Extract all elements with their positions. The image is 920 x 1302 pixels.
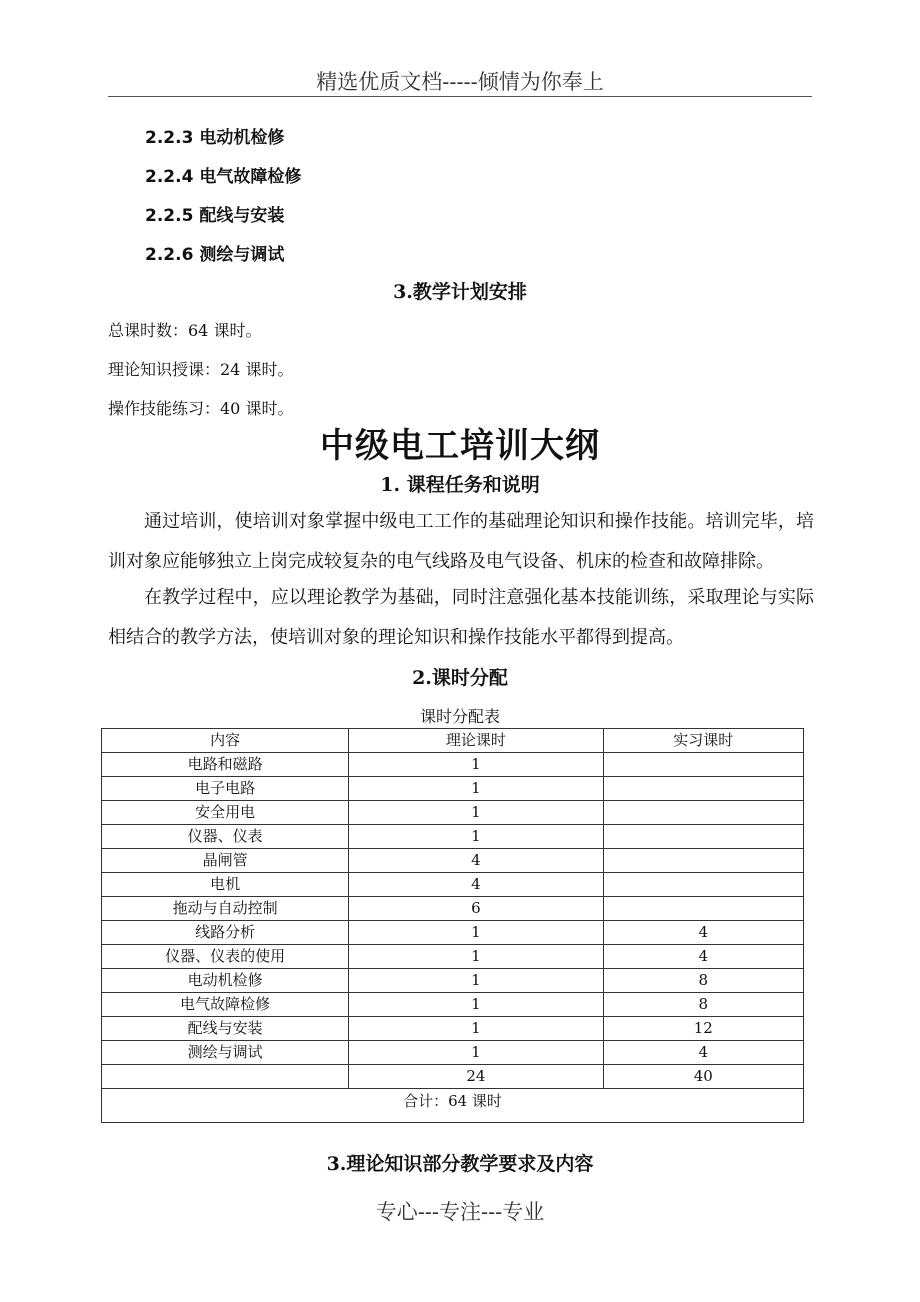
cell-theory-hours: 1 <box>349 993 603 1017</box>
header-practice-hours: 实习课时 <box>603 729 803 753</box>
cell-practice-hours <box>603 825 803 849</box>
table-row <box>102 801 804 825</box>
header-divider <box>108 96 812 97</box>
table-row <box>102 969 804 993</box>
subsection-2-2-3: 2.2.3 电动机检修 <box>145 128 285 148</box>
subsection-2-2-4: 2.2.4 电气故障检修 <box>145 167 302 187</box>
page-header: 精选优质文档-----倾情为你奉上 <box>316 70 604 94</box>
cell-theory-hours: 1 <box>349 969 603 993</box>
section2-heading: 2.课时分配 <box>412 667 508 689</box>
document-title: 中级电工培训大纲 <box>320 426 600 466</box>
cell-practice-hours <box>603 777 803 801</box>
table-row <box>102 1041 804 1065</box>
table-total-row <box>102 1089 804 1123</box>
table-row <box>102 849 804 873</box>
page-footer: 专心---专注---专业 <box>375 1200 545 1224</box>
cell-practice-hours: 8 <box>603 969 803 993</box>
cell-practice-hours: 40 <box>603 1065 803 1089</box>
section3-heading: 3.理论知识部分教学要求及内容 <box>326 1153 594 1175</box>
cell-practice-hours: 4 <box>603 945 803 969</box>
cell-theory-hours: 1 <box>349 1017 603 1041</box>
subsection-2-2-5: 2.2.5 配线与安装 <box>145 206 285 226</box>
table-caption: 课时分配表 <box>419 707 500 726</box>
header-theory-hours: 理论课时 <box>349 729 603 753</box>
cell-content: 线路分析 <box>102 921 349 945</box>
table-row <box>102 873 804 897</box>
practice-hours-line: 操作技能练习：40 课时。 <box>108 399 294 418</box>
cell-theory-hours: 4 <box>349 849 603 873</box>
subsection-2-2-6: 2.2.6 测绘与调试 <box>145 245 285 265</box>
cell-content: 电动机检修 <box>102 969 349 993</box>
cell-theory-hours: 4 <box>349 873 603 897</box>
section1-heading: 1. 课程任务和说明 <box>380 474 540 496</box>
table-row <box>102 993 804 1017</box>
cell-content: 电气故障检修 <box>102 993 349 1017</box>
header-content: 内容 <box>102 729 349 753</box>
table-header-row <box>102 729 804 753</box>
section1-paragraph-2: 在教学过程中，应以理论教学为基础，同时注意强化基本技能训练，采取理论与实际相结合的教学方法，使培训对象的理论知识和操作技能水平都得到提高。 <box>108 587 814 648</box>
table-row <box>102 1017 804 1041</box>
cell-content: 电路和磁路 <box>102 753 349 777</box>
hours-allocation-table <box>101 728 804 1123</box>
cell-content: 晶闸管 <box>102 849 349 873</box>
cell-theory-hours: 1 <box>349 921 603 945</box>
table-row <box>102 1065 804 1089</box>
cell-content: 仪器、仪表 <box>102 825 349 849</box>
cell-practice-hours <box>603 849 803 873</box>
total-hours-line: 总课时数：64 课时。 <box>108 321 262 340</box>
table-row <box>102 777 804 801</box>
cell-practice-hours: 4 <box>603 921 803 945</box>
cell-practice-hours: 4 <box>603 1041 803 1065</box>
cell-theory-hours: 1 <box>349 777 603 801</box>
cell-theory-hours: 1 <box>349 1041 603 1065</box>
cell-content: 电机 <box>102 873 349 897</box>
table-row <box>102 945 804 969</box>
teaching-plan-heading: 3.教学计划安排 <box>393 281 527 303</box>
cell-theory-hours: 1 <box>349 825 603 849</box>
cell-theory-hours: 24 <box>349 1065 603 1089</box>
cell-practice-hours <box>603 897 803 921</box>
table-row <box>102 825 804 849</box>
cell-content: 仪器、仪表的使用 <box>102 945 349 969</box>
cell-practice-hours <box>603 873 803 897</box>
cell-content: 配线与安装 <box>102 1017 349 1041</box>
table-row <box>102 753 804 777</box>
cell-practice-hours: 8 <box>603 993 803 1017</box>
table-row <box>102 897 804 921</box>
theory-hours-line: 理论知识授课：24 课时。 <box>108 360 294 379</box>
cell-theory-hours: 1 <box>349 753 603 777</box>
cell-content <box>102 1065 349 1089</box>
cell-practice-hours <box>603 753 803 777</box>
section1-paragraph-1: 通过培训，使培训对象掌握中级电工工作的基础理论知识和操作技能。培训完毕，培训对象应能够独立上岗完成较复杂的电气线路及电气设备、机床的检查和故障排除。 <box>108 511 814 572</box>
total-hours-cell: 合计：64 课时 <box>102 1089 804 1123</box>
cell-content: 电子电路 <box>102 777 349 801</box>
cell-practice-hours <box>603 801 803 825</box>
cell-content: 拖动与自动控制 <box>102 897 349 921</box>
cell-theory-hours: 6 <box>349 897 603 921</box>
table-row <box>102 921 804 945</box>
cell-theory-hours: 1 <box>349 945 603 969</box>
cell-practice-hours: 12 <box>603 1017 803 1041</box>
cell-content: 测绘与调试 <box>102 1041 349 1065</box>
cell-content: 安全用电 <box>102 801 349 825</box>
cell-theory-hours: 1 <box>349 801 603 825</box>
